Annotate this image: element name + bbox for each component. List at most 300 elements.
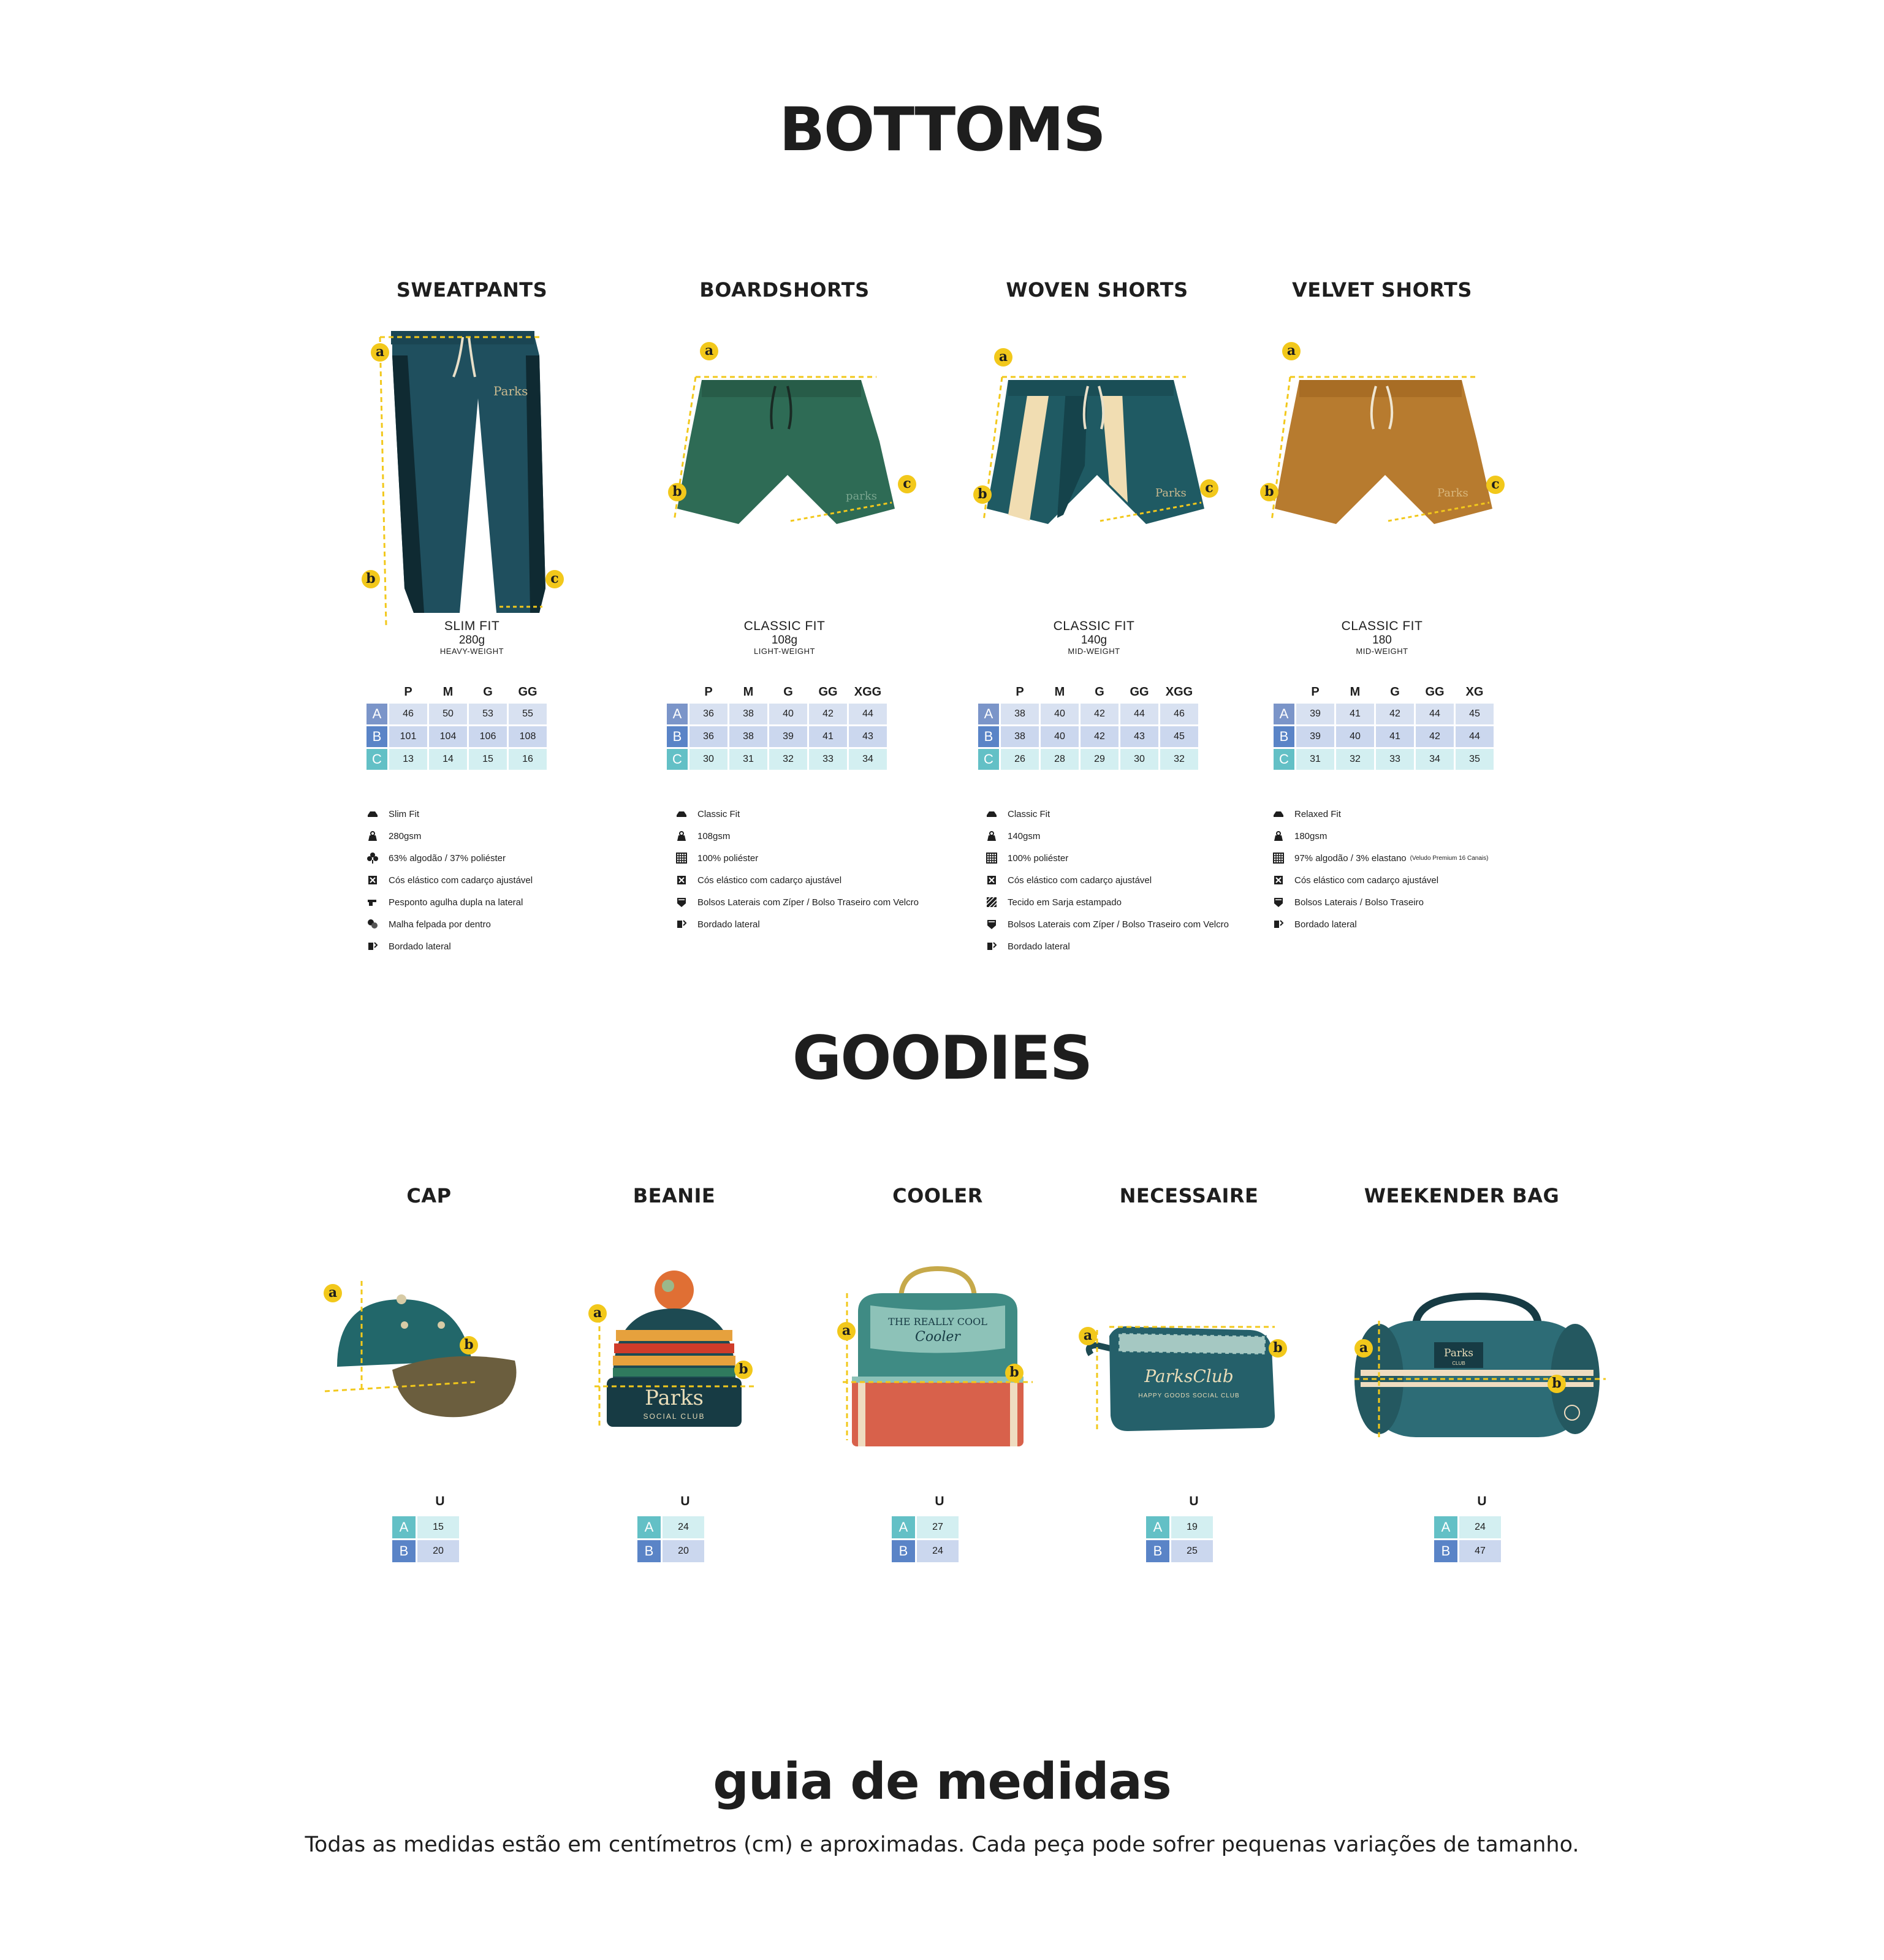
weight-class-label: HEAVY-WEIGHT <box>439 646 504 656</box>
table-cell: 46 <box>1160 704 1198 724</box>
table-cell: 44 <box>1456 726 1494 747</box>
spec-list <box>675 803 919 935</box>
table-cell: 45 <box>1160 726 1198 747</box>
table-row <box>1434 1540 1505 1562</box>
spec-item <box>367 825 533 847</box>
fit-icon <box>986 808 998 820</box>
marker-c: c <box>1200 479 1218 498</box>
brand-label: parks <box>846 490 878 503</box>
size-header: GG <box>518 685 537 699</box>
size-table <box>665 680 889 772</box>
table-cell: 29 <box>1081 749 1119 770</box>
fit-icon <box>367 808 379 820</box>
product-beanie <box>570 1177 778 1581</box>
spec-text: 108gsm <box>697 830 731 841</box>
marker-c: c <box>545 570 564 588</box>
row-label: B <box>892 1540 915 1562</box>
row-label: A <box>978 704 999 724</box>
row-label: B <box>978 726 999 747</box>
spec-text: Tecido em Sarja estampado <box>1008 897 1122 908</box>
table-cell: 33 <box>1376 749 1414 770</box>
table-cell: 42 <box>1376 704 1414 724</box>
marker-a: a <box>588 1304 607 1323</box>
pocket-icon <box>675 896 688 908</box>
table-cell: 20 <box>417 1540 459 1562</box>
marker-c: c <box>1486 476 1505 494</box>
table-row <box>392 1540 463 1562</box>
spec-list <box>367 803 533 957</box>
table-row <box>367 726 547 747</box>
fit-label: CLASSIC FIT <box>1053 619 1135 633</box>
weight-class-label: LIGHT-WEIGHT <box>754 646 815 656</box>
table-row <box>667 726 887 747</box>
embroidery-icon <box>675 918 688 930</box>
table-cell: 33 <box>809 749 847 770</box>
spec-text: Bordado lateral <box>697 919 760 930</box>
fabric-icon <box>675 852 688 864</box>
table-row <box>1274 749 1494 770</box>
spec-item <box>675 891 919 913</box>
table-cell: 106 <box>469 726 507 747</box>
table-cell: 39 <box>769 726 807 747</box>
marker-a: a <box>324 1284 342 1302</box>
table-row <box>978 726 1198 747</box>
marker-c: c <box>898 475 916 493</box>
size-header: P <box>1311 685 1320 699</box>
size-table <box>392 1494 463 1562</box>
spec-item <box>367 935 533 957</box>
spec-text: Classic Fit <box>1008 808 1050 819</box>
row-label: B <box>1146 1540 1169 1562</box>
table-cell: 42 <box>1081 704 1119 724</box>
spec-item <box>367 803 533 825</box>
size-header: G <box>483 685 493 699</box>
spec-text: Bolsos Laterais / Bolso Traseiro <box>1294 897 1424 908</box>
table-cell: 20 <box>663 1540 704 1562</box>
fit-icon <box>675 808 688 820</box>
row-label: A <box>392 1516 416 1538</box>
table-cell: 32 <box>1160 749 1198 770</box>
pocket-icon <box>1272 896 1285 908</box>
table-cell: 38 <box>729 726 767 747</box>
fit-label: CLASSIC FIT <box>1341 619 1423 633</box>
footer-title: guia de medidas <box>713 1753 1171 1811</box>
size-header: M <box>443 685 454 699</box>
spec-text: Slim Fit <box>389 808 419 819</box>
product-name: VELVET SHORTS <box>1292 278 1472 302</box>
table-row <box>392 1516 463 1538</box>
spec-list <box>986 803 1229 957</box>
fit-label: SLIM FIT <box>444 619 500 633</box>
spec-text: 180gsm <box>1294 830 1328 841</box>
table-cell: 39 <box>1296 726 1334 747</box>
row-label: A <box>667 704 688 724</box>
table-row <box>1274 704 1494 724</box>
marker-b: b <box>1260 483 1278 501</box>
product-name: WEEKENDER BAG <box>1364 1184 1560 1207</box>
marker-b: b <box>362 570 380 588</box>
size-table <box>1434 1494 1505 1562</box>
table-row <box>367 704 547 724</box>
table-cell: 42 <box>1081 726 1119 747</box>
cooler-image <box>834 1256 1042 1459</box>
table-cell: 55 <box>509 704 547 724</box>
table-row <box>367 749 547 770</box>
size-header: P <box>404 685 412 699</box>
sewing-icon <box>367 896 379 908</box>
spec-item <box>1272 847 1488 869</box>
table-cell: 45 <box>1456 704 1494 724</box>
spec-item <box>986 803 1229 825</box>
table-cell: 101 <box>389 726 427 747</box>
product-name: COOLER <box>892 1184 983 1207</box>
size-header: G <box>1095 685 1104 699</box>
size-table <box>637 1494 708 1562</box>
size-header: M <box>743 685 754 699</box>
table-row <box>1146 1540 1217 1562</box>
footer-text: Todas as medidas estão em centímetros (cm) e aproximadas. Cada peça pode sofrer pequenas variações de tamanho. <box>305 1833 1579 1857</box>
size-header: GG <box>818 685 838 699</box>
table-cell: 27 <box>917 1516 959 1538</box>
brand-label: THE REALLY COOL <box>888 1316 987 1328</box>
product-cooler <box>821 1177 1054 1581</box>
size-table <box>365 680 549 772</box>
spec-text: 63% algodão / 37% poliéster <box>389 853 506 864</box>
table-cell: 34 <box>1416 749 1454 770</box>
cap-image <box>319 1263 539 1422</box>
marker-a: a <box>994 348 1012 367</box>
marker-b: b <box>668 483 686 501</box>
table-cell: 104 <box>429 726 467 747</box>
size-table <box>1146 1494 1217 1562</box>
spec-item <box>986 869 1229 891</box>
spec-text: Pesponto agulha dupla na lateral <box>389 897 523 908</box>
spec-item <box>986 891 1229 913</box>
row-label: A <box>892 1516 915 1538</box>
marker-b: b <box>1269 1339 1287 1358</box>
product-name: SWEATPANTS <box>396 278 548 302</box>
size-header: XG <box>1465 685 1484 699</box>
fit-icon <box>1272 808 1285 820</box>
row-label: A <box>1274 704 1294 724</box>
spec-item <box>367 891 533 913</box>
marker-a: a <box>371 343 389 362</box>
table-cell: 46 <box>389 704 427 724</box>
table-row <box>1146 1516 1217 1538</box>
fabric-icon <box>1272 852 1285 864</box>
weight-icon <box>1272 830 1285 842</box>
fit-info <box>343 619 601 656</box>
brand-sub-label: CLUB <box>1452 1361 1465 1366</box>
table-cell: 40 <box>1336 726 1374 747</box>
size-header: XGG <box>854 685 882 699</box>
size-header: GG <box>1130 685 1149 699</box>
cotton-icon <box>367 852 379 864</box>
velvet-shorts-image <box>1259 343 1517 558</box>
size-table <box>1272 680 1495 772</box>
pocket-icon <box>986 918 998 930</box>
embroidery-icon <box>367 940 379 952</box>
waistband-icon <box>675 874 688 886</box>
necessaire-image <box>1073 1312 1305 1446</box>
spec-item <box>675 825 919 847</box>
row-label: B <box>367 726 387 747</box>
bottoms-title: BOTTOMS <box>779 95 1105 165</box>
row-label: C <box>1274 749 1294 770</box>
row-label: B <box>1274 726 1294 747</box>
brand-sub-label: HAPPY GOODS SOCIAL CLUB <box>1138 1392 1240 1399</box>
product-name: CAP <box>406 1184 452 1207</box>
size-table <box>976 680 1200 772</box>
product-name: BEANIE <box>632 1184 716 1207</box>
table-cell: 24 <box>1459 1516 1501 1538</box>
row-label: A <box>1434 1516 1457 1538</box>
spec-item <box>986 825 1229 847</box>
row-label: A <box>367 704 387 724</box>
table-cell: 25 <box>1171 1540 1213 1562</box>
table-cell: 14 <box>429 749 467 770</box>
product-name: WOVEN SHORTS <box>1006 278 1188 302</box>
table-cell: 32 <box>1336 749 1374 770</box>
table-row <box>978 749 1198 770</box>
table-cell: 42 <box>809 704 847 724</box>
brand-label: Parks <box>1155 487 1187 499</box>
table-cell: 31 <box>729 749 767 770</box>
brand-label: Parks <box>1437 487 1468 499</box>
row-label-header <box>978 682 999 702</box>
spec-text: Bordado lateral <box>389 941 451 952</box>
fit-info <box>962 619 1226 656</box>
size-header: XGG <box>1165 685 1193 699</box>
waistband-icon <box>1272 874 1285 886</box>
table-cell: 53 <box>469 704 507 724</box>
spec-item <box>1272 913 1488 935</box>
table-row <box>892 1516 963 1538</box>
table-cell: 30 <box>689 749 727 770</box>
spec-text: Bolsos Laterais com Zíper / Bolso Traseiro com Velcro <box>697 897 919 908</box>
table-cell: 15 <box>469 749 507 770</box>
product-name: NECESSAIRE <box>1119 1184 1259 1207</box>
table-cell: 19 <box>1171 1516 1213 1538</box>
row-label-header <box>1274 682 1294 702</box>
spec-text: Bordado lateral <box>1294 919 1357 930</box>
table-cell: 44 <box>849 704 887 724</box>
row-label-header <box>367 682 387 702</box>
product-woven-shorts <box>962 276 1244 968</box>
table-cell: 39 <box>1296 704 1334 724</box>
product-name: BOARDSHORTS <box>699 278 870 302</box>
weight-class-label: MID-WEIGHT <box>1068 646 1120 656</box>
weight-class-label: MID-WEIGHT <box>1356 646 1408 656</box>
marker-a: a <box>837 1322 856 1340</box>
embroidery-icon <box>1272 918 1285 930</box>
spec-item <box>1272 869 1488 891</box>
spec-text: Cós elástico com cadarço ajustável <box>1294 875 1439 886</box>
row-label: B <box>392 1540 416 1562</box>
fit-info <box>1250 619 1514 656</box>
spec-text: 140gsm <box>1008 830 1041 841</box>
spec-item <box>986 847 1229 869</box>
row-label: C <box>978 749 999 770</box>
weight-icon <box>367 830 379 842</box>
marker-a: a <box>1079 1327 1097 1345</box>
spec-text: Bolsos Laterais com Zíper / Bolso Traseiro com Velcro <box>1008 919 1229 930</box>
table-cell: 42 <box>1416 726 1454 747</box>
row-label: B <box>1434 1540 1457 1562</box>
size-header: M <box>1054 685 1065 699</box>
fleece-icon <box>367 918 379 930</box>
table-cell: 41 <box>809 726 847 747</box>
weekender-bag-image <box>1336 1284 1618 1456</box>
weight-label: 140g <box>1081 634 1107 647</box>
brand-label: Parks <box>493 384 528 398</box>
embroidery-icon <box>986 940 998 952</box>
spec-text: Cós elástico com cadarço ajustável <box>389 875 533 886</box>
table-cell: 26 <box>1001 749 1039 770</box>
waistband-icon <box>986 874 998 886</box>
table-cell: 30 <box>1120 749 1158 770</box>
brand-label: Parks <box>645 1386 704 1410</box>
table-cell: 28 <box>1041 749 1079 770</box>
row-label: A <box>637 1516 661 1538</box>
marker-a: a <box>1354 1339 1373 1358</box>
table-cell: 43 <box>1120 726 1158 747</box>
fabric-icon <box>986 852 998 864</box>
table-row <box>667 749 887 770</box>
table-row <box>667 704 887 724</box>
table-cell: 43 <box>849 726 887 747</box>
brand-label: ParksClub <box>1144 1366 1234 1386</box>
table-cell: 24 <box>663 1516 704 1538</box>
size-header: U <box>1477 1494 1487 1508</box>
table-cell: 31 <box>1296 749 1334 770</box>
goodies-title: GOODIES <box>792 1024 1092 1093</box>
marker-b: b <box>734 1361 753 1379</box>
spec-text: 100% poliéster <box>1008 853 1069 864</box>
product-weekender-bag <box>1330 1177 1624 1581</box>
table-cell: 41 <box>1336 704 1374 724</box>
table-cell: 40 <box>769 704 807 724</box>
spec-item <box>675 803 919 825</box>
row-label: C <box>667 749 688 770</box>
spec-item <box>986 935 1229 957</box>
spec-text: Cós elástico com cadarço ajustável <box>1008 875 1152 886</box>
weight-icon <box>986 830 998 842</box>
table-cell: 44 <box>1416 704 1454 724</box>
size-header: U <box>680 1494 690 1508</box>
spec-text: Relaxed Fit <box>1294 808 1341 819</box>
spec-text: Classic Fit <box>697 808 740 819</box>
waistband-icon <box>367 874 379 886</box>
table-cell: 41 <box>1376 726 1414 747</box>
weight-label: 108g <box>771 634 798 647</box>
fit-label: CLASSIC FIT <box>743 619 826 633</box>
table-row <box>637 1540 708 1562</box>
table-row <box>978 704 1198 724</box>
weight-label: 180 <box>1372 634 1392 647</box>
spec-item <box>986 913 1229 935</box>
table-cell: 32 <box>769 749 807 770</box>
marker-a: a <box>700 342 718 360</box>
weight-icon <box>675 830 688 842</box>
spec-item <box>367 847 533 869</box>
product-necessaire <box>1073 1177 1305 1581</box>
table-cell: 15 <box>417 1516 459 1538</box>
table-cell: 50 <box>429 704 467 724</box>
spec-text: 280gsm <box>389 830 422 841</box>
row-label: B <box>667 726 688 747</box>
row-label-header <box>667 682 688 702</box>
table-cell: 13 <box>389 749 427 770</box>
table-cell: 47 <box>1459 1540 1501 1562</box>
marker-b: b <box>973 485 992 504</box>
table-cell: 36 <box>689 726 727 747</box>
table-row <box>892 1540 963 1562</box>
table-cell: 40 <box>1041 704 1079 724</box>
spec-text: Bordado lateral <box>1008 941 1070 952</box>
table-cell: 34 <box>849 749 887 770</box>
marker-b: b <box>1548 1375 1566 1393</box>
spec-item <box>675 913 919 935</box>
table-cell: 24 <box>917 1540 959 1562</box>
table-cell: 35 <box>1456 749 1494 770</box>
spec-item <box>675 869 919 891</box>
spec-text: Cós elástico com cadarço ajustável <box>697 875 842 886</box>
product-sweatpants <box>343 276 601 968</box>
marker-b: b <box>1005 1364 1024 1382</box>
size-header: U <box>935 1494 944 1508</box>
spec-item <box>1272 825 1488 847</box>
size-header: G <box>783 685 793 699</box>
product-cap <box>319 1177 539 1581</box>
boardshorts-image <box>659 343 916 558</box>
spec-text: 97% algodão / 3% elastano <box>1294 853 1407 864</box>
row-label: B <box>637 1540 661 1562</box>
table-row <box>1434 1516 1505 1538</box>
table-cell: 38 <box>1001 704 1039 724</box>
spec-item <box>1272 891 1488 913</box>
spec-item <box>675 847 919 869</box>
table-cell: 44 <box>1120 704 1158 724</box>
spec-text: 100% poliéster <box>697 853 759 864</box>
row-label: C <box>367 749 387 770</box>
marker-b: b <box>460 1336 478 1354</box>
spec-item <box>1272 803 1488 825</box>
table-cell: 40 <box>1041 726 1079 747</box>
size-header: M <box>1350 685 1361 699</box>
brand-sub-label: SOCIAL CLUB <box>643 1412 705 1421</box>
table-row <box>637 1516 708 1538</box>
size-header: GG <box>1425 685 1445 699</box>
row-label: A <box>1146 1516 1169 1538</box>
weight-label: 280g <box>458 634 485 647</box>
size-header: P <box>704 685 713 699</box>
table-row <box>1274 726 1494 747</box>
spec-item <box>367 869 533 891</box>
table-cell: 108 <box>509 726 547 747</box>
product-boardshorts <box>650 276 919 968</box>
marker-a: a <box>1282 342 1301 360</box>
size-table <box>892 1494 963 1562</box>
beanie-image <box>582 1263 766 1434</box>
table-cell: 16 <box>509 749 547 770</box>
brand-sub-label: Cooler <box>915 1329 960 1345</box>
table-cell: 38 <box>1001 726 1039 747</box>
product-velvet-shorts <box>1250 276 1544 968</box>
spec-note: (Veludo Premium 16 Canais) <box>1410 854 1489 862</box>
spec-item <box>367 913 533 935</box>
table-cell: 36 <box>689 704 727 724</box>
